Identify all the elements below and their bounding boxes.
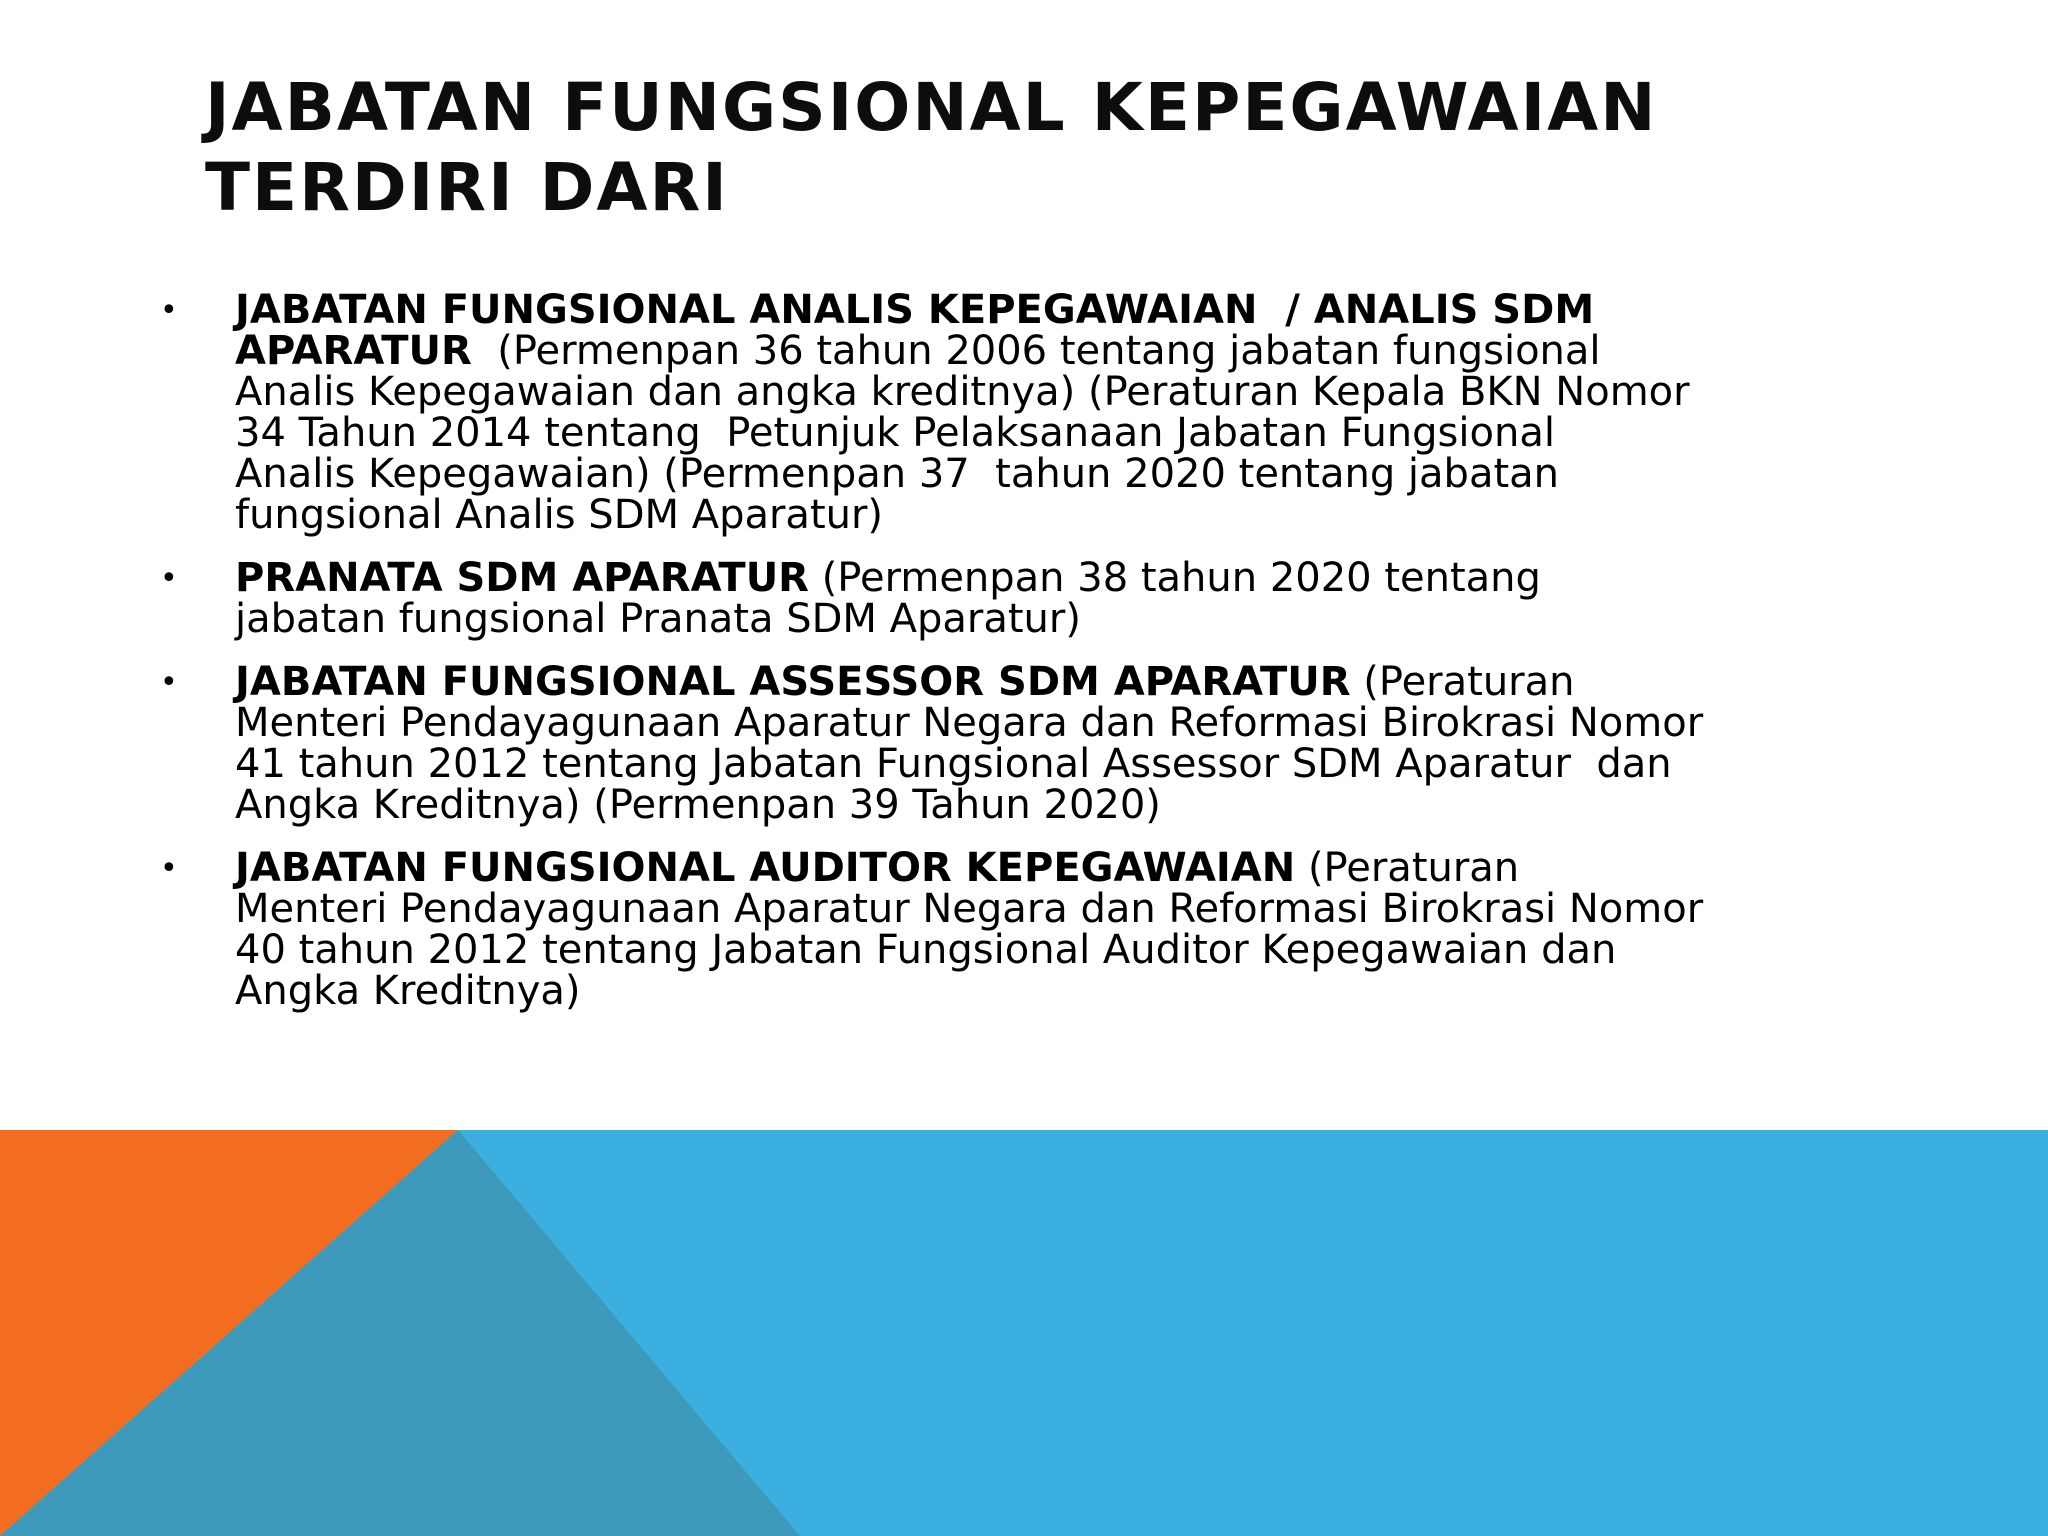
item-text-line: Analis Kepegawaian) (Permenpan 37 tahun 2020 tentang jabatan [235, 451, 1560, 497]
item-text-line: jabatan fungsional Pranata SDM Aparatur) [235, 596, 1081, 642]
list-item [160, 659, 1820, 828]
item-text-line: (Peraturan [1350, 659, 1575, 705]
decorative-footer-band [0, 1130, 2048, 1536]
list-item [160, 845, 1820, 1014]
slide-title-line-2: TERDIRI DARI [205, 149, 729, 226]
slide-title [205, 68, 1905, 228]
item-heading: JABATAN FUNGSIONAL ANALIS KEPEGAWAIAN / ANALIS SDM [235, 287, 1595, 333]
item-text-line: Menteri Pendayagunaan Aparatur Negara dan Reformasi Birokrasi Nomor [235, 700, 1704, 746]
bullet-icon: • [160, 851, 178, 886]
item-text-line: 40 tahun 2012 tentang Jabatan Fungsional Auditor Kepegawaian dan [235, 927, 1617, 973]
item-text-line: (Permenpan 38 tahun 2020 tentang [808, 555, 1541, 601]
list-item-text [235, 659, 1820, 828]
list-item-text [235, 845, 1820, 1014]
item-text-line: fungsional Analis SDM Aparatur) [235, 492, 884, 538]
bullet-icon: • [160, 293, 178, 328]
item-text-line: 34 Tahun 2014 tentang Petunjuk Pelaksanaan Jabatan Fungsional [235, 410, 1555, 456]
item-text-line: (Peraturan [1295, 845, 1520, 891]
slide-title-line-1: JABATAN FUNGSIONAL KEPEGAWAIAN [205, 69, 1658, 146]
item-text-line: Angka Kreditnya) (Permenpan 39 Tahun 2020) [235, 782, 1161, 828]
bullet-icon: • [160, 665, 178, 700]
item-heading-cont: APARATUR [235, 328, 472, 374]
list-item-text [235, 287, 1820, 538]
item-heading: JABATAN FUNGSIONAL AUDITOR KEPEGAWAIAN [235, 845, 1296, 891]
list-item [160, 555, 1820, 642]
item-text-line: Analis Kepegawaian dan angka kreditnya) (Peraturan Kepala BKN Nomor [235, 369, 1690, 415]
item-heading: JABATAN FUNGSIONAL ASSESSOR SDM APARATUR [235, 659, 1351, 705]
item-text-line: Angka Kreditnya) [235, 968, 581, 1014]
list-item-text [235, 555, 1820, 642]
list-item [160, 287, 1820, 538]
bullet-list [160, 287, 1820, 1034]
item-text-line: (Permenpan 36 tahun 2006 tentang jabatan fungsional [471, 328, 1601, 374]
item-heading: PRANATA SDM APARATUR [235, 555, 809, 601]
item-text-line: Menteri Pendayagunaan Aparatur Negara dan Reformasi Birokrasi Nomor [235, 886, 1704, 932]
item-text-line: 41 tahun 2012 tentang Jabatan Fungsional Assessor SDM Aparatur dan [235, 741, 1672, 787]
bullet-icon: • [160, 561, 178, 596]
